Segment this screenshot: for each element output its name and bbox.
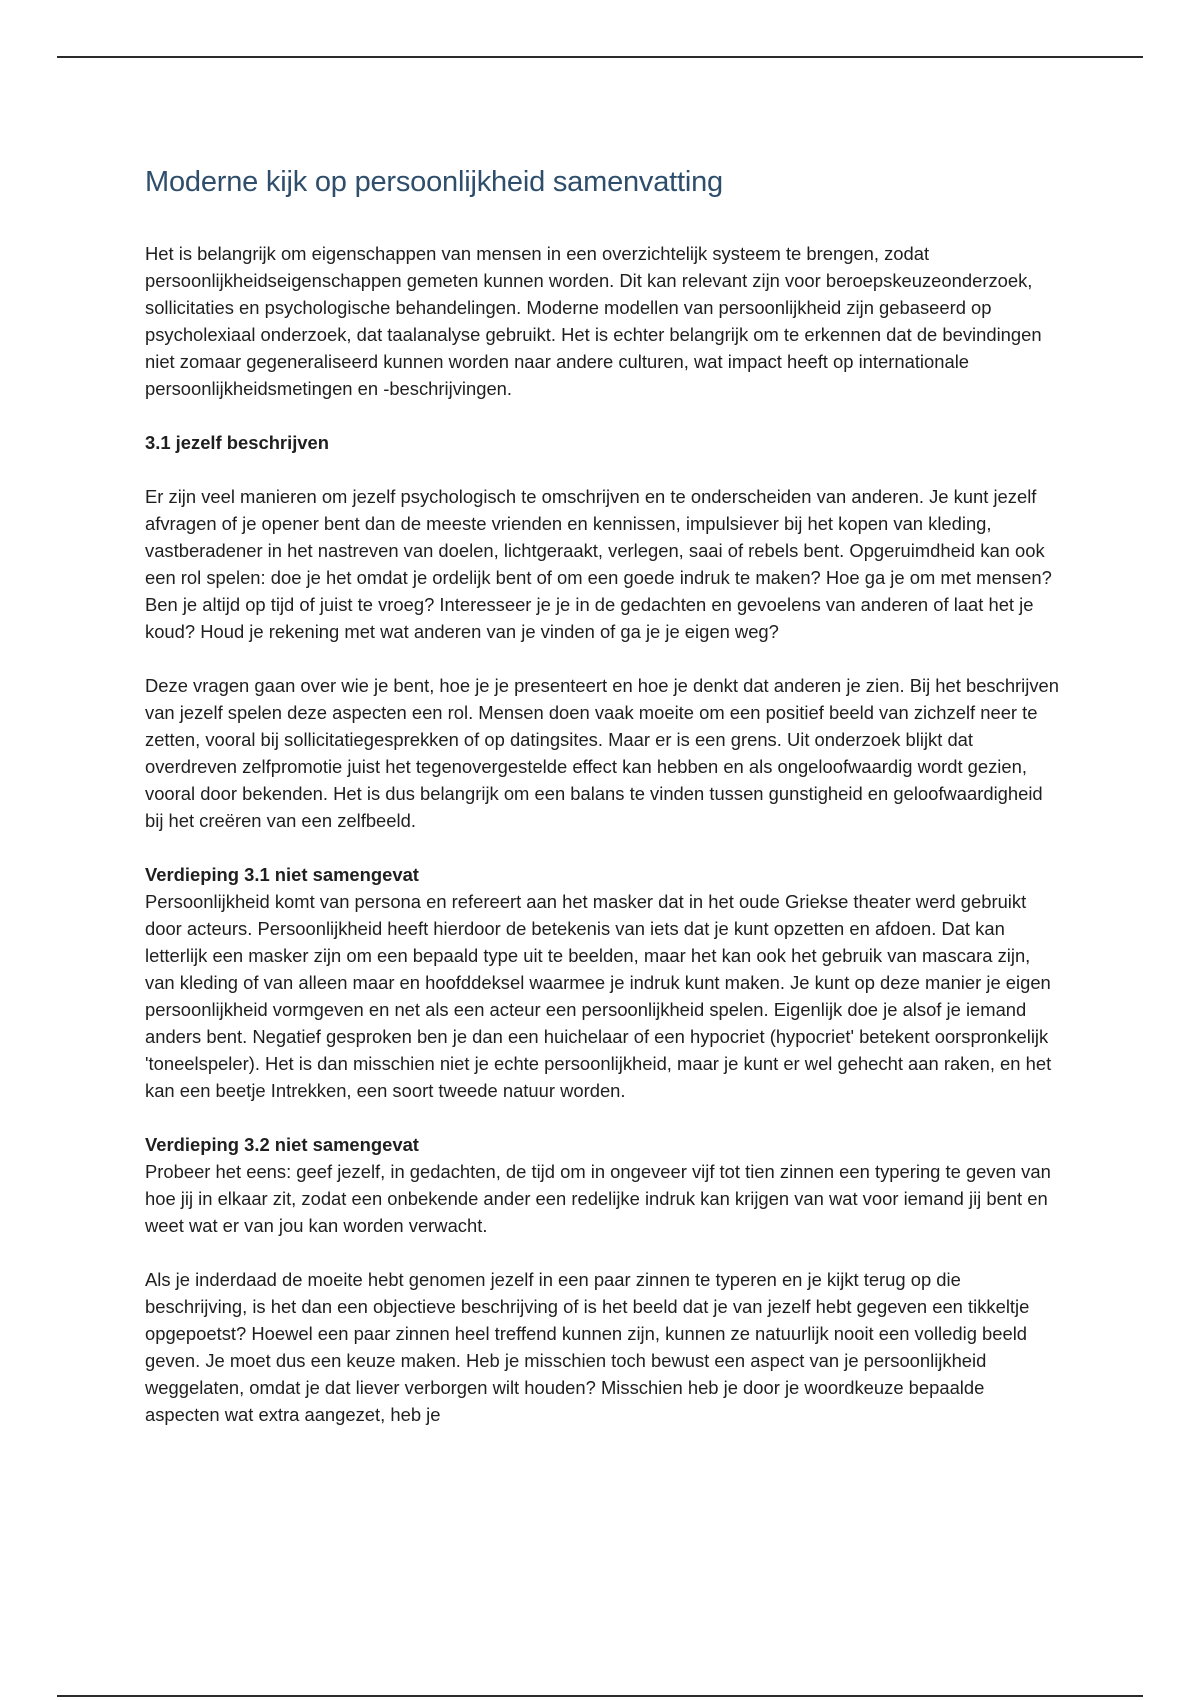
verdieping-1-heading: Verdieping 3.1 niet samengevat (145, 864, 419, 885)
verdieping-2-heading: Verdieping 3.2 niet samengevat (145, 1134, 419, 1155)
bottom-rule (57, 1695, 1143, 1697)
verdieping-1-paragraph: Persoonlijkheid komt van persona en refereert aan het masker dat in het oude Griekse theater werd gebruikt door acteurs. Persoonlijkheid heeft hierdoor de betekenis van iets dat je kunt opzetten en afdoen. Dat kan letterlijk een masker zijn om een bepaald type uit te beelden, maar het kan ook het gebruik van mascara zijn, van kleding of van alleen maar en hoofddeksel waarmee je indruk kunt maken. Je kunt op deze manier je eigen persoonlijkheid vormgeven en net als een acteur een persoonlijkheid spelen. Eigenlijk doe je alsof je iemand anders bent. Negatief gesproken ben je dan een huichelaar of een hypocriet (hypocriet' betekent oorspronkelijk 'toneelspeler). Het is dan misschien niet je echte persoonlijkheid, maar je kunt er wel gehecht aan raken, en het kan een beetje Intrekken, een soort tweede natuur worden. (145, 891, 1052, 1101)
closing-paragraph: Als je inderdaad de moeite hebt genomen jezelf in een paar zinnen te typeren en je kijkt terug op die beschrijving, is het dan een objectieve beschrijving of is het beeld dat je van jezelf hebt gegeven een tikkeltje opgepoetst? Hoewel een paar zinnen heel treffend kunnen zijn, kunnen ze natuurlijk nooit een volledig beeld geven. Je moet dus een keuze maken. Heb je misschien toch bewust een aspect van je persoonlijkheid weggelaten, omdat je dat liever verborgen wilt houden? Misschien heb je door je woordkeuze bepaalde aspecten wat extra aangezet, heb je (145, 1269, 1030, 1425)
document-title: Moderne kijk op persoonlijkheid samenvatting (145, 166, 723, 198)
verdieping-2-paragraph: Probeer het eens: geef jezelf, in gedachten, de tijd om in ongeveer vijf tot tien zinnen een typering te geven van hoe jij in elkaar zit, zodat een onbekende ander een redelijke indruk kan krijgen van wat voor iemand jij bent en weet wat er van jou kan worden verwacht. (145, 1161, 1051, 1236)
intro-paragraph: Het is belangrijk om eigenschappen van mensen in een overzichtelijk systeem te brengen, zodat persoonlijkheidseigenschappen gemeten kunnen worden. Dit kan relevant zijn voor beroepskeuzeonderzoek, sollicitaties en psychologische behandelingen. Moderne modellen van persoonlijkheid zijn gebaseerd op psycholexiaal onderzoek, dat taalanalyse gebruikt. Het is echter belangrijk om te erkennen dat de bevindingen niet zomaar gegeneraliseerd kunnen worden naar andere culturen, wat impact heeft op internationale persoonlijkheidsmetingen en -beschrijvingen. (145, 243, 1042, 399)
document-body (145, 162, 1060, 1455)
section-heading: 3.1 jezelf beschrijven (145, 432, 329, 453)
section-paragraph-1: Er zijn veel manieren om jezelf psychologisch te omschrijven en te onderscheiden van anderen. Je kunt jezelf afvragen of je opener bent dan de meeste vrienden en kennissen, impulsiever bij het kopen van kleding, vastberadener in het nastreven van doelen, lichtgeraakt, verlegen, saai of rebels bent. Opgeruimdheid kan ook een rol spelen: doe je het omdat je ordelijk bent of om een goede indruk te maken? Hoe ga je om met mensen? Ben je altijd op tijd of juist te vroeg? Interesseer je je in de gedachten en gevoelens van anderen of laat het je koud? Houd je rekening met wat anderen van je vinden of ga je je eigen weg? (145, 486, 1052, 642)
top-rule (57, 56, 1143, 58)
section-paragraph-2: Deze vragen gaan over wie je bent, hoe je je presenteert en hoe je denkt dat anderen je zien. Bij het beschrijven van jezelf spelen deze aspecten een rol. Mensen doen vaak moeite om een positief beeld van zichzelf neer te zetten, vooral bij sollicitatiegesprekken of op datingsites. Maar er is een grens. Uit onderzoek blijkt dat overdreven zelfpromotie juist het tegenovergestelde effect kan hebben en als ongeloofwaardig wordt gezien, vooral door bekenden. Het is dus belangrijk om een balans te vinden tussen gunstigheid en geloofwaardigheid bij het creëren van een zelfbeeld. (145, 675, 1059, 831)
